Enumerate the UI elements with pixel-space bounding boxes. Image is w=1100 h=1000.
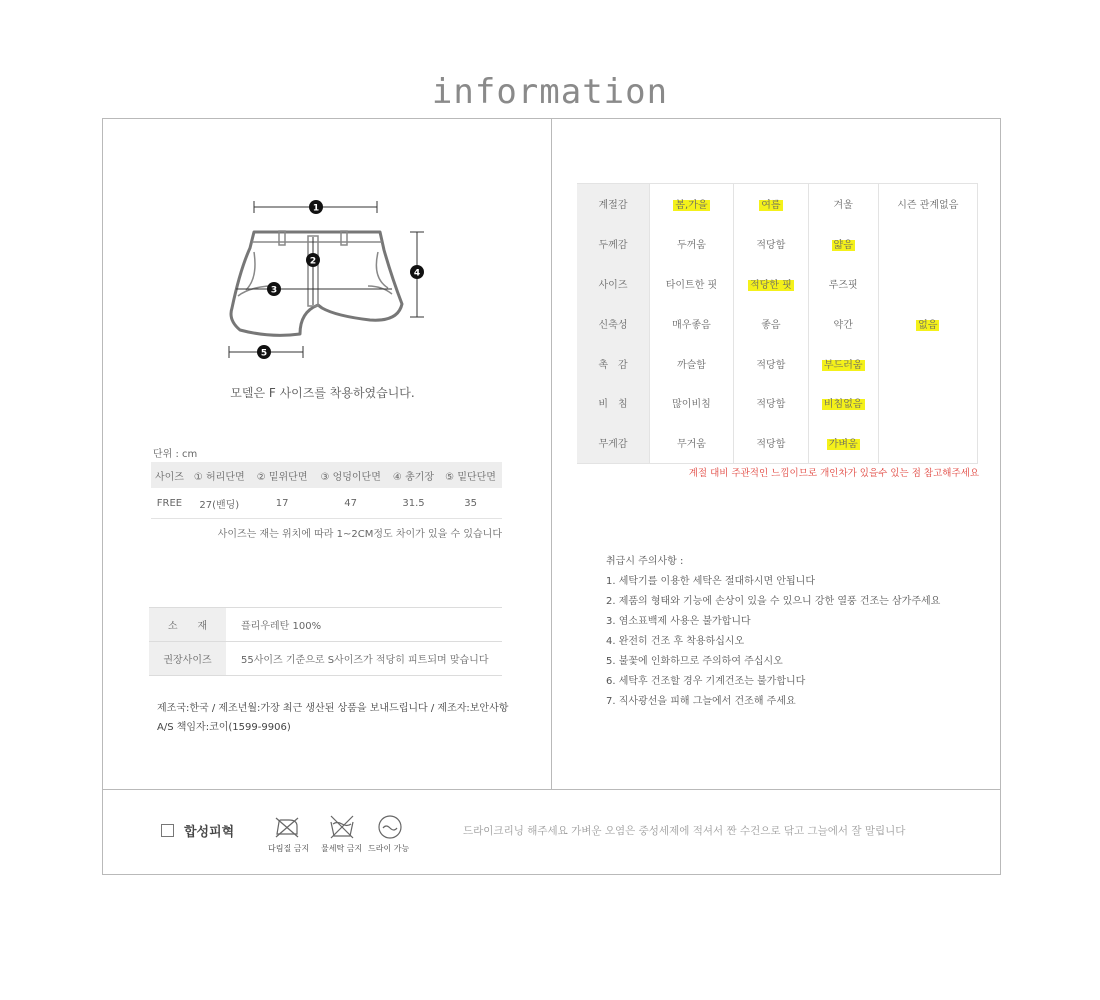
feel-table — [577, 183, 978, 464]
feel-value-selected: 얇음 — [833, 240, 853, 252]
model-size-note: 모델은 F 사이즈를 착용하였습니다. — [230, 386, 415, 400]
feel-value: 적당함 — [756, 439, 786, 451]
feel-value: 적당함 — [756, 399, 786, 411]
synthetic-leather-checkbox[interactable] — [161, 824, 174, 837]
no-iron-icon — [273, 814, 301, 840]
maker-line: 제조국:한국 / 제조년월:가장 최근 생산된 상품을 보내드립니다 / 제조자:보안사항 — [157, 703, 509, 714]
page-title: information — [431, 72, 669, 112]
size-unit-label: 단위 : cm — [153, 449, 198, 460]
material-key: 소 재 — [149, 608, 226, 642]
feel-cell — [808, 303, 878, 343]
care-item: 5. 불꽃에 인화하므로 주의하여 주십시오 — [606, 656, 783, 667]
table-row — [577, 423, 978, 463]
material-table — [149, 607, 502, 676]
feel-cell — [733, 383, 808, 423]
feel-cell — [733, 184, 808, 224]
size-header: 사이즈 — [151, 462, 188, 488]
feel-cell — [878, 423, 977, 463]
marker-4: 4 — [413, 268, 421, 279]
vertical-divider — [551, 119, 552, 789]
care-item: 6. 세탁후 건조할 경우 기계건조는 불가합니다 — [606, 676, 806, 687]
feel-cell — [733, 423, 808, 463]
feel-value: 두꺼움 — [676, 240, 706, 252]
table-row — [149, 642, 502, 676]
feel-cell — [650, 224, 734, 264]
size-cell: 47 — [314, 488, 388, 519]
size-table — [151, 462, 502, 519]
marker-2: 2 — [309, 256, 317, 267]
synthetic-leather-label: 합성피혁 — [184, 825, 235, 840]
feel-cell — [808, 224, 878, 264]
feel-value: 겨울 — [833, 200, 853, 212]
feel-cell — [808, 264, 878, 304]
feel-cell — [878, 303, 977, 343]
feel-cell — [650, 423, 734, 463]
feel-cell — [650, 264, 734, 304]
feel-value-selected: 봄,가을 — [675, 200, 708, 212]
feel-cell — [878, 184, 977, 224]
feel-cell — [878, 264, 977, 304]
feel-cell — [878, 224, 977, 264]
feel-cell — [733, 264, 808, 304]
size-header: ④ 총기장 — [388, 462, 439, 488]
feel-value: 좋음 — [761, 319, 781, 331]
feel-value: 많이비침 — [672, 399, 711, 411]
care-item: 3. 염소표백제 사용은 불가합니다 — [606, 616, 751, 627]
care-summary-note: 드라이크리닝 해주세요 가벼운 오염은 중성세제에 적셔서 짠 수건으로 닦고 그늘에서 잘 말립니다 — [463, 825, 906, 837]
feel-value: 시즌 관계없음 — [897, 200, 959, 212]
size-header: ① 허리단면 — [188, 462, 251, 488]
shorts-size-diagram — [220, 190, 435, 365]
feel-cell — [808, 343, 878, 383]
table-row — [577, 343, 978, 383]
feel-value: 루즈핏 — [828, 279, 858, 291]
feel-cell — [878, 343, 977, 383]
feel-cell — [808, 184, 878, 224]
no-iron-label: 다림질 금지 — [268, 844, 310, 853]
feel-value: 까슬함 — [676, 359, 706, 371]
size-cell: 17 — [251, 488, 314, 519]
no-wash-icon — [328, 814, 356, 840]
recommended-size-key: 권장사이즈 — [149, 642, 226, 676]
fabric-care-bar — [103, 790, 1000, 874]
marker-3: 3 — [270, 285, 278, 296]
feel-value: 무거움 — [676, 439, 706, 451]
size-header: ⑤ 밑단단면 — [439, 462, 502, 488]
feel-key: 무게감 — [577, 423, 650, 463]
feel-value-selected: 가벼움 — [828, 439, 858, 451]
marker-5: 5 — [260, 348, 268, 359]
feel-cell — [650, 303, 734, 343]
feel-cell — [733, 343, 808, 383]
feel-disclaimer: 계절 대비 주관적인 느낌이므로 개인차가 있을수 있는 점 참고해주세요 — [688, 468, 979, 479]
maker-info — [157, 699, 508, 737]
recommended-size-value: 55사이즈 기준으로 S사이즈가 적당히 피트되며 맞습니다 — [226, 642, 502, 676]
table-row — [577, 383, 978, 423]
feel-key: 사이즈 — [577, 264, 650, 304]
feel-value-selected: 없음 — [918, 319, 938, 331]
dry-clean-icon — [376, 814, 404, 840]
feel-value-selected: 부드러움 — [823, 359, 863, 371]
care-item: 2. 제품의 형태와 기능에 손상이 있을 수 있으니 강한 열풍 건조는 삼가주세요 — [606, 596, 941, 607]
feel-cell — [650, 343, 734, 383]
table-row — [577, 224, 978, 264]
feel-key: 촉 감 — [577, 343, 650, 383]
feel-cell — [733, 224, 808, 264]
feel-value-selected: 여름 — [761, 200, 781, 212]
material-value: 플리우레탄 100% — [226, 608, 502, 642]
dry-clean-label: 드라이 가능 — [368, 844, 410, 853]
table-row — [577, 264, 978, 304]
feel-key: 신축성 — [577, 303, 650, 343]
care-item: 7. 직사광선을 피해 그늘에서 건조해 주세요 — [606, 696, 796, 707]
size-header: ③ 엉덩이단면 — [314, 462, 388, 488]
feel-key: 계절감 — [577, 184, 650, 224]
size-cell: 31.5 — [388, 488, 439, 519]
feel-cell — [650, 184, 734, 224]
table-row — [577, 184, 978, 224]
as-contact-line: A/S 책임자:코이(1599-9906) — [157, 722, 291, 733]
feel-key: 두께감 — [577, 224, 650, 264]
feel-value: 적당함 — [756, 240, 786, 252]
care-item: 1. 세탁기를 이용한 세탁은 절대하시면 안됩니다 — [606, 576, 815, 587]
feel-cell — [733, 303, 808, 343]
feel-value: 매우좋음 — [672, 319, 711, 331]
size-cell: 35 — [439, 488, 502, 519]
care-title: 취급시 주의사항 : — [606, 556, 684, 567]
feel-value: 적당함 — [756, 359, 786, 371]
size-cell: 27(밴딩) — [188, 488, 251, 519]
table-row — [151, 488, 502, 519]
care-instructions — [606, 552, 940, 712]
table-row — [577, 303, 978, 343]
care-item: 4. 완전히 건조 후 착용하십시오 — [606, 636, 745, 647]
feel-value-selected: 적당한 핏 — [749, 279, 792, 291]
size-header: ② 밑위단면 — [251, 462, 314, 488]
feel-value: 타이트한 핏 — [665, 279, 718, 291]
feel-key: 비 침 — [577, 383, 650, 423]
no-wash-label: 물세탁 금지 — [321, 844, 363, 853]
feel-value-selected: 비침없음 — [823, 399, 863, 411]
table-row — [149, 608, 502, 642]
feel-cell — [650, 383, 734, 423]
feel-cell — [808, 423, 878, 463]
feel-cell — [878, 383, 977, 423]
size-variance-note: 사이즈는 재는 위치에 따라 1~2CM정도 차이가 있을 수 있습니다 — [217, 529, 502, 540]
feel-value: 약간 — [833, 319, 853, 331]
feel-cell — [808, 383, 878, 423]
size-cell: FREE — [151, 488, 188, 519]
marker-1: 1 — [312, 203, 320, 214]
